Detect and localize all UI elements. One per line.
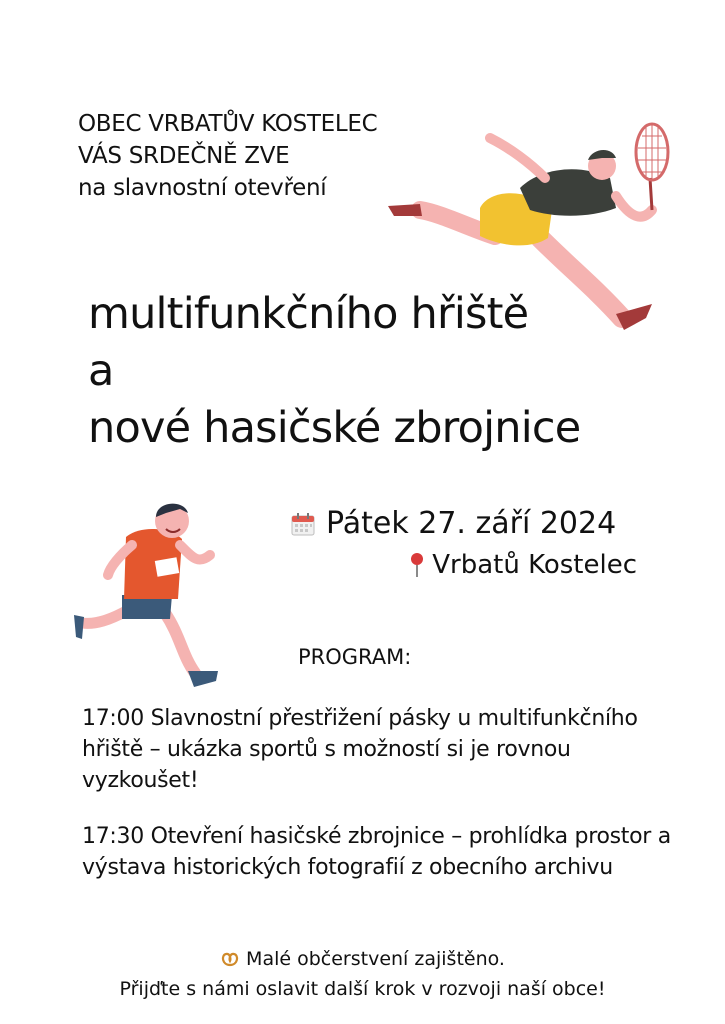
event-headline [88,286,580,457]
invitation-line-occasion: na slavnostní otevření [78,175,327,201]
refreshment-line [0,944,725,974]
closing-text: Přijďte s námi oslavit další krok v rozvoji naší obce! [119,978,606,1000]
program-title: PROGRAM: [298,645,412,669]
refreshment-text: Malé občerstvení zajištěno. [246,948,505,970]
invitation-text [78,108,377,204]
headline-line-playground: multifunkčního hřiště [88,289,529,339]
invitation-line-invites: VÁS SRDEČNĚ ZVE [78,143,290,169]
event-date-text: Pátek 27. září 2024 [326,506,617,541]
footer [0,944,725,1004]
program-item: 17:30 Otevření hasičské zbrojnice – prohlídka prostor a výstava historických fotografií z obecního archivu [82,824,671,880]
program-item: 17:00 Slavnostní přestřižení pásky u multifunkčního hřiště – ukázka sportů s možností si je rovnou vyzkoušet! [82,706,638,793]
headline-line-firehouse: nové hasičské zbrojnice [88,403,581,453]
event-date [290,506,616,541]
event-place-text: Vrbatů Kostelec [432,550,637,580]
pretzel-icon [220,951,240,967]
pin-icon [408,552,426,578]
runner-back-shoe [74,615,84,639]
back-shoe [388,204,422,216]
runner-front-shoe [188,671,218,687]
invitation-line-municipality: OBEC VRBATŮV KOSTELEC [78,111,378,137]
runner-illustration [70,495,230,695]
calendar-icon [290,511,316,537]
headline-line-and: a [88,346,114,396]
event-place [408,550,637,580]
